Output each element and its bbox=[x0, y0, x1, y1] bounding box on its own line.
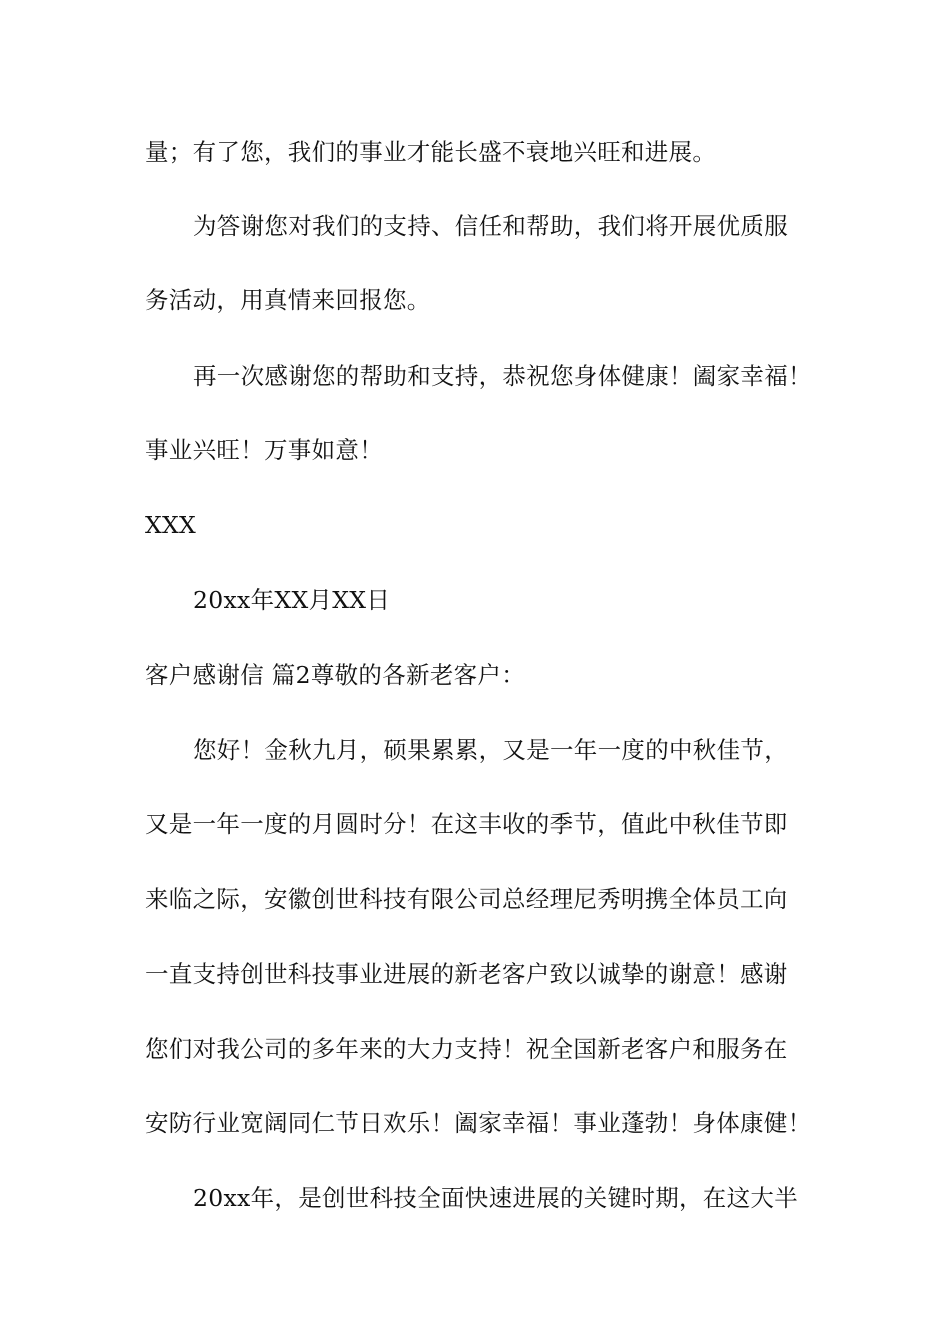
paragraph-line: 量；有了您，我们的事业才能长盛不衰地兴旺和进展。 bbox=[145, 138, 717, 166]
paragraph-line: 一直支持创世科技事业进展的新老客户致以诚挚的谢意！感谢 bbox=[145, 960, 788, 988]
paragraph-line: 来临之际，安徽创世科技有限公司总经理尼秀明携全体员工向 bbox=[145, 885, 788, 913]
paragraph-line: 您好！金秋九月，硕果累累，又是一年一度的中秋佳节， bbox=[193, 736, 788, 764]
signature-name: XXX bbox=[145, 511, 197, 539]
paragraph-line: 20xx年，是创世科技全面快速进展的关键时期，在这大半 bbox=[193, 1184, 799, 1212]
paragraph-line: 又是一年一度的月圆时分！在这丰收的季节，值此中秋佳节即 bbox=[145, 810, 788, 838]
signature-date: 20xx年XX月XX日 bbox=[193, 586, 391, 614]
paragraph-line: 您们对我公司的多年来的大力支持！祝全国新老客户和服务在 bbox=[145, 1035, 788, 1063]
paragraph-line: 务活动，用真情来回报您。 bbox=[145, 286, 431, 314]
section-heading: 客户感谢信 篇2尊敬的各新老客户： bbox=[145, 661, 526, 689]
paragraph-line: 再一次感谢您的帮助和支持，恭祝您身体健康！阖家幸福！ bbox=[193, 362, 812, 390]
paragraph-line: 安防行业宽阔同仁节日欢乐！阖家幸福！事业蓬勃！身体康健！ bbox=[145, 1109, 812, 1137]
paragraph-line: 事业兴旺！万事如意！ bbox=[145, 436, 383, 464]
paragraph-line: 为答谢您对我们的支持、信任和帮助，我们将开展优质服 bbox=[193, 212, 788, 240]
